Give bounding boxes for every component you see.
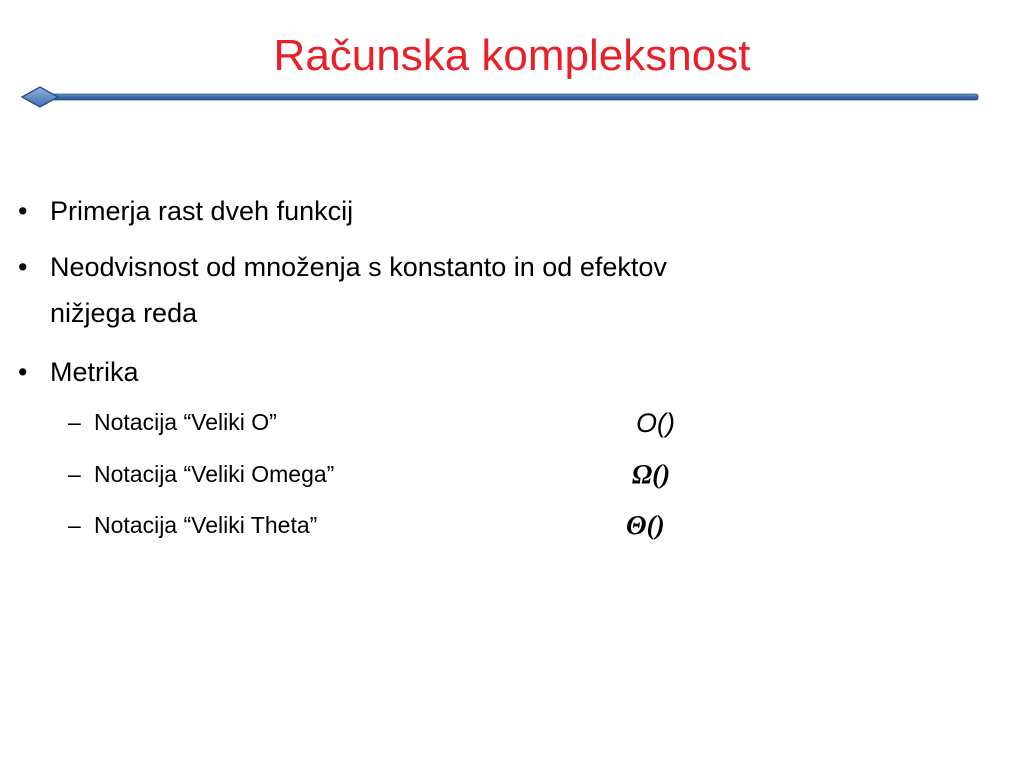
sub-item-label: Notacija “Veliki Theta” xyxy=(94,512,318,538)
dash-marker: – xyxy=(68,461,81,487)
dash-marker: – xyxy=(68,409,81,435)
bullet-text-line1: Neodvisnost od množenja s konstanto in od efektov xyxy=(50,252,667,282)
big-theta-symbol: Θ() xyxy=(626,510,665,540)
bullet-text: Metrika xyxy=(50,357,139,387)
slide-title: Računska kompleksnost xyxy=(273,31,751,80)
sub-item-label: Notacija “Veliki O” xyxy=(94,409,277,435)
bullet-item xyxy=(18,247,918,329)
bullet-marker: • xyxy=(18,196,28,226)
sub-item-label: Notacija “Veliki Omega” xyxy=(94,461,335,487)
dash-marker: – xyxy=(68,512,81,538)
big-omega-symbol: Ω() xyxy=(632,459,671,489)
bullet-marker: • xyxy=(18,357,28,387)
bullet-marker: • xyxy=(18,252,28,282)
big-o-symbol: O() xyxy=(636,408,675,438)
bullet-text: Primerja rast dveh funkcij xyxy=(50,196,354,226)
bullet-text-line2: nižjega reda xyxy=(50,298,198,328)
